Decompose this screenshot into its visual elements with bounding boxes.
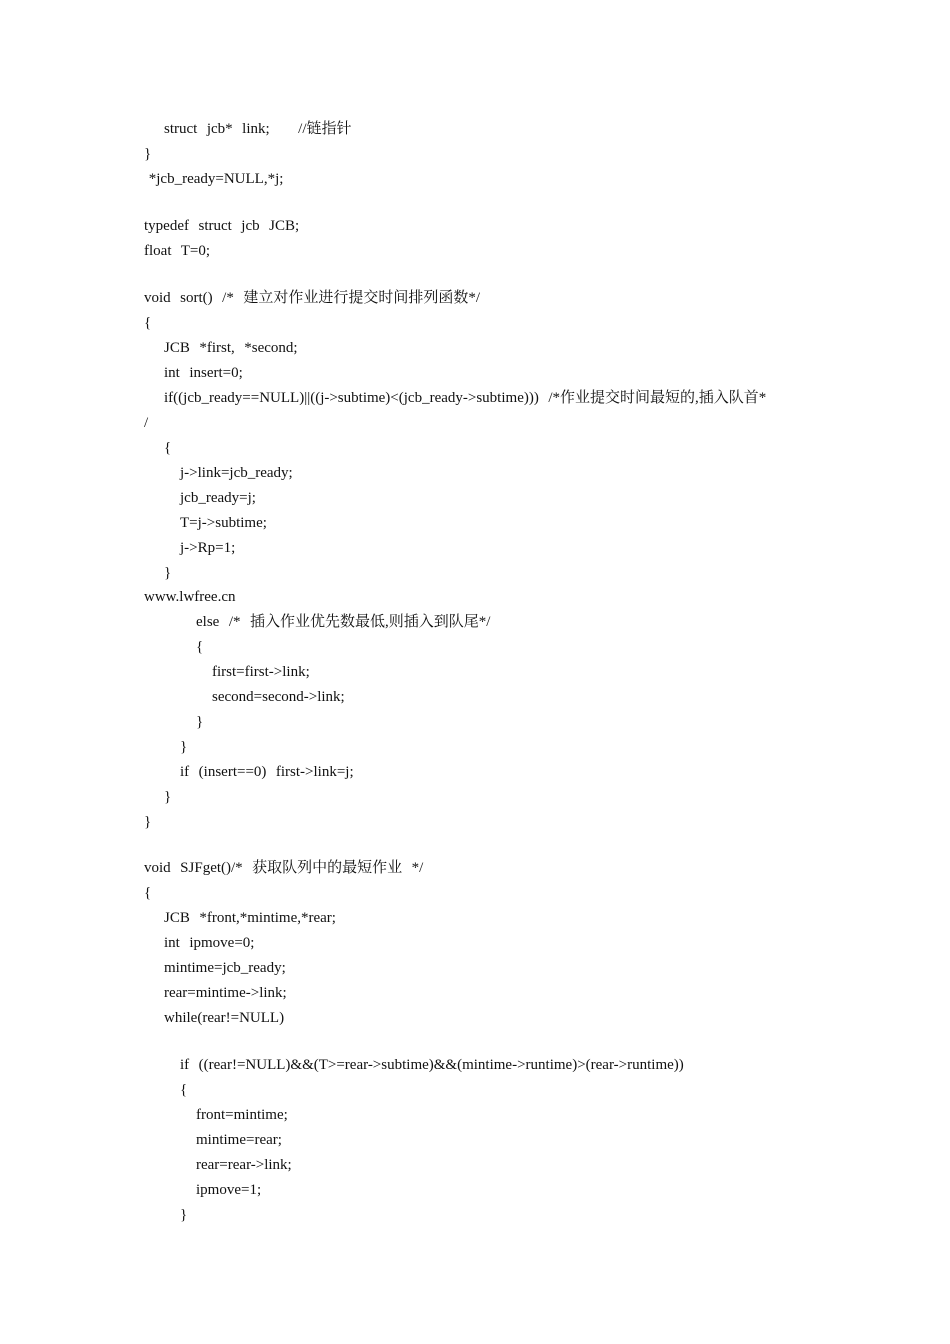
code-line: JCB *first, *second; (164, 340, 298, 356)
code-line: int ipmove=0; (164, 935, 255, 951)
code-line: { (144, 885, 152, 901)
code-line: } (180, 739, 188, 755)
code-line: int insert=0; (164, 365, 243, 381)
code-line: } (180, 1207, 188, 1223)
code-line: j->link=jcb_ready; (180, 465, 293, 481)
code-line: / (144, 415, 149, 431)
code-line: typedef struct jcb JCB; (144, 218, 300, 234)
code-line: front=mintime; (196, 1107, 288, 1123)
code-line: void sort() /* 建立对作业进行提交时间排列函数*/ (144, 290, 480, 306)
code-line: j->Rp=1; (180, 540, 236, 556)
watermark-text: www.lwfree.cn (144, 589, 236, 605)
code-line: jcb_ready=j; (180, 490, 256, 506)
code-line: if (insert==0) first->link=j; (180, 764, 354, 780)
code-line: T=j->subtime; (180, 515, 267, 531)
code-line: while(rear!=NULL) (164, 1010, 285, 1026)
code-line: { (196, 639, 204, 655)
code-line: else /* 插入作业优先数最低,则插入到队尾*/ (196, 614, 491, 630)
code-line: rear=rear->link; (196, 1157, 292, 1173)
code-line: JCB *front,*mintime,*rear; (164, 910, 336, 926)
code-line: if((jcb_ready==NULL)||((j->subtime)<(jcb_ready->subtime))) /*作业提交时间最短的,插入队首* (164, 390, 767, 406)
code-line: *jcb_ready=NULL,*j; (144, 171, 284, 187)
code-line: struct jcb* link; //链指针 (164, 121, 352, 137)
code-line: } (164, 789, 172, 805)
code-line: { (164, 440, 172, 456)
code-line: mintime=rear; (196, 1132, 282, 1148)
code-line: second=second->link; (212, 689, 345, 705)
code-line: { (144, 315, 152, 331)
code-line: rear=mintime->link; (164, 985, 287, 1001)
code-line: { (180, 1082, 188, 1098)
code-line: mintime=jcb_ready; (164, 960, 286, 976)
code-line: } (144, 814, 152, 830)
code-line: } (164, 565, 172, 581)
code-line: float T=0; (144, 243, 211, 259)
code-line: first=first->link; (212, 664, 310, 680)
code-line: } (196, 714, 204, 730)
code-line: ipmove=1; (196, 1182, 262, 1198)
code-line: void SJFget()/* 获取队列中的最短作业 */ (144, 860, 424, 876)
code-line: } (144, 146, 152, 162)
code-line: if ((rear!=NULL)&&(T>=rear->subtime)&&(mintime->runtime)>(rear->runtime)) (180, 1057, 684, 1073)
